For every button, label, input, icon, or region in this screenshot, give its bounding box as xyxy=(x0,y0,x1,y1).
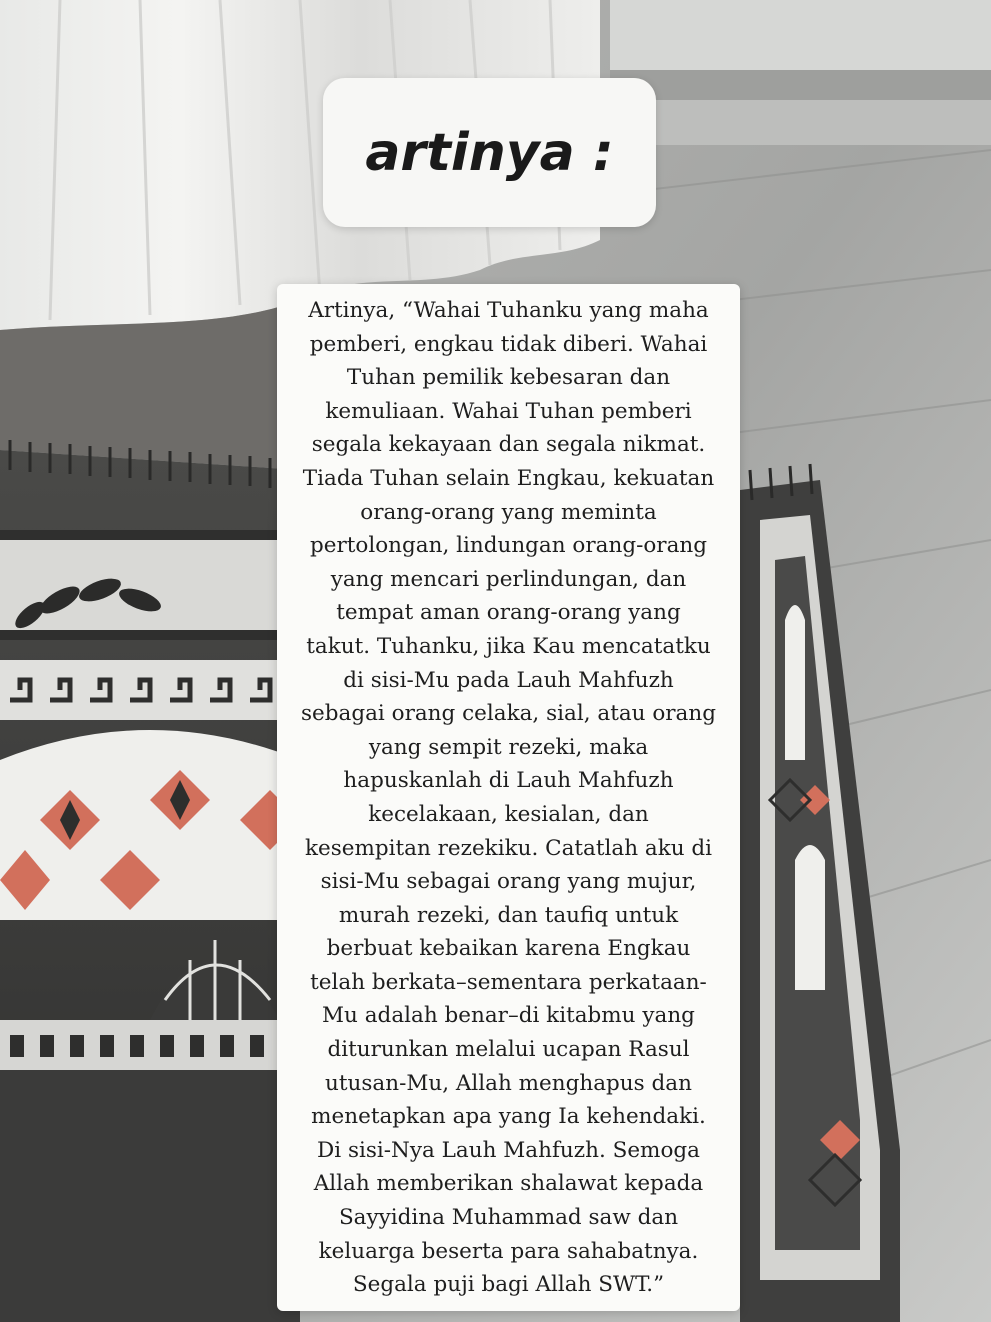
text-line: diturunkan melalui ucapan Rasul xyxy=(327,1037,690,1063)
text-line: Tuhan pemilik kebesaran dan xyxy=(346,365,671,391)
text-line: keluarga beserta para sahabatnya. xyxy=(318,1238,699,1264)
text-line: menetapkan apa yang Ia kehendaki. xyxy=(311,1104,706,1130)
text-line: yang sempit rezeki, maka xyxy=(368,734,649,760)
text-line: segala kekayaan dan segala nikmat. xyxy=(311,432,706,458)
text-line: pertolongan, lindungan orang-orang xyxy=(310,533,707,559)
text-line: di sisi-Mu pada Lauh Mahfuzh xyxy=(343,667,674,693)
window-sill xyxy=(610,0,991,70)
text-line: telah berkata–sementara perkataan- xyxy=(310,969,707,995)
text-line: Sayyidina Muhammad saw dan xyxy=(338,1205,679,1231)
text-line: kecelakaan, kesialan, dan xyxy=(368,801,649,827)
text-line: sebagai orang celaka, sial, atau orang xyxy=(301,701,716,727)
translation-card xyxy=(277,284,740,1311)
text-line: murah rezeki, dan taufiq untuk xyxy=(338,902,679,928)
text-line: Mu adalah benar–di kitabmu yang xyxy=(322,1003,695,1029)
text-line: Segala puji bagi Allah SWT.” xyxy=(352,1272,665,1298)
text-line: kesempitan rezekiku. Catatlah aku di xyxy=(304,835,713,861)
text-line: berbuat kebaikan karena Engkau xyxy=(326,936,691,962)
text-line: Artinya, “Wahai Tuhanku yang maha xyxy=(308,298,709,323)
text-line: takut. Tuhanku, jika Kau mencatatku xyxy=(306,633,711,659)
text-line: kemuliaan. Wahai Tuhan pemberi xyxy=(325,398,692,424)
text-line: hapuskanlah di Lauh Mahfuzh xyxy=(343,768,674,794)
text-line: Tiada Tuhan selain Engkau, kekuatan xyxy=(302,465,715,491)
translation-text xyxy=(287,294,730,1302)
text-line: orang-orang yang meminta xyxy=(360,499,657,525)
text-line: pemberi, engkau tidak diberi. Wahai xyxy=(309,331,708,357)
text-line: utusan-Mu, Allah menghapus dan xyxy=(325,1070,692,1096)
text-line: Di sisi-Nya Lauh Mahfuzh. Semoga xyxy=(317,1137,700,1163)
text-line: yang mencari perlindungan, dan xyxy=(330,566,687,592)
title-heading: artinya : xyxy=(365,122,614,183)
text-line: tempat aman orang-orang yang xyxy=(336,600,681,626)
title-card xyxy=(323,78,656,227)
text-line: sisi-Mu sebagai orang yang mujur, xyxy=(320,869,697,895)
text-line: Allah memberikan shalawat kepada xyxy=(313,1171,704,1197)
